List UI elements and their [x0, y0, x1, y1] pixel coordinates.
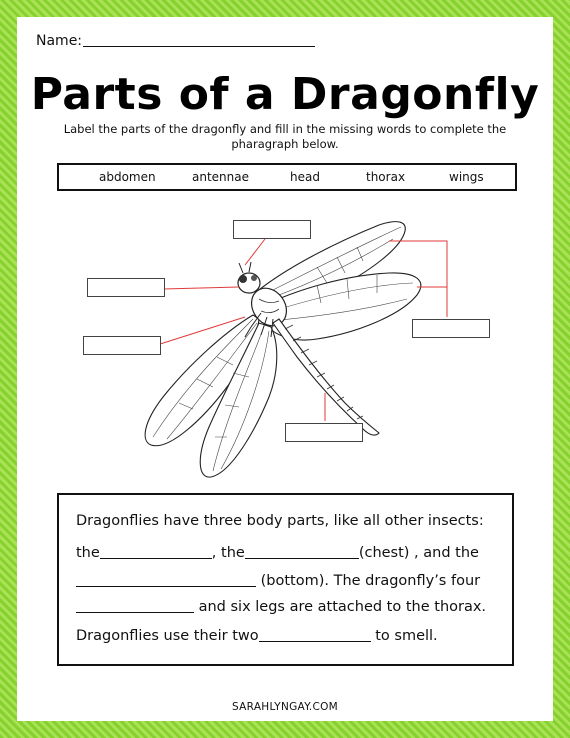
blank-abdomen[interactable]: [76, 571, 256, 587]
blank-head[interactable]: [100, 543, 212, 559]
worksheet: [17, 17, 553, 721]
footer-website: SARAHLYNGAY.COM: [232, 701, 338, 713]
word-bank-item: abdomen: [99, 170, 156, 184]
blank-wings[interactable]: [76, 597, 194, 613]
page-title: Parts of a Dragonfly: [30, 69, 540, 120]
blank-antennae[interactable]: [259, 626, 371, 642]
right-hindwing: [261, 273, 421, 340]
blank-thorax[interactable]: [245, 543, 359, 559]
dragonfly-thorax: [244, 281, 293, 332]
label-box-antennae[interactable]: [233, 220, 311, 239]
paragraph-line-1: Dragonflies have three body parts, like all other insects:: [76, 513, 484, 529]
left-forewing: [145, 315, 259, 446]
paragraph-text: and six legs are attached to the thorax.: [198, 599, 487, 615]
paragraph-text: , the: [211, 545, 245, 561]
dragonfly-head: [238, 273, 260, 293]
paragraph-line-5: [76, 626, 438, 644]
label-box-thorax[interactable]: [83, 336, 161, 355]
instructions: Label the parts of the dragonfly and fill in the missing words to complete the pharagraph below.: [63, 122, 507, 151]
name-blank[interactable]: [83, 46, 315, 47]
paragraph-text: to smell.: [375, 628, 438, 644]
paragraph-line-2: [76, 543, 479, 561]
paragraph-line-3: [76, 571, 480, 589]
label-box-wings[interactable]: [412, 319, 490, 338]
word-bank-item: thorax: [366, 170, 406, 184]
word-bank: [57, 163, 517, 191]
left-hindwing: [200, 323, 277, 477]
label-box-head[interactable]: [87, 278, 165, 297]
word-bank-item: head: [290, 170, 320, 184]
fill-in-paragraph: [57, 493, 514, 666]
dragonfly-antennae: [239, 262, 251, 273]
name-field[interactable]: [36, 33, 315, 49]
name-label: Name:: [36, 33, 83, 49]
word-bank-item: antennae: [192, 170, 249, 184]
word-bank-item: wings: [449, 170, 484, 184]
paragraph-text: (chest) , and the: [358, 545, 479, 561]
paragraph-line-4: [76, 597, 486, 615]
paragraph-text: (bottom). The dragonfly’s four: [260, 573, 481, 589]
dragonfly-abdomen: [273, 319, 379, 435]
label-box-abdomen[interactable]: [285, 423, 363, 442]
paragraph-text: the: [76, 545, 100, 561]
paragraph-text: Dragonflies use their two: [76, 628, 259, 644]
